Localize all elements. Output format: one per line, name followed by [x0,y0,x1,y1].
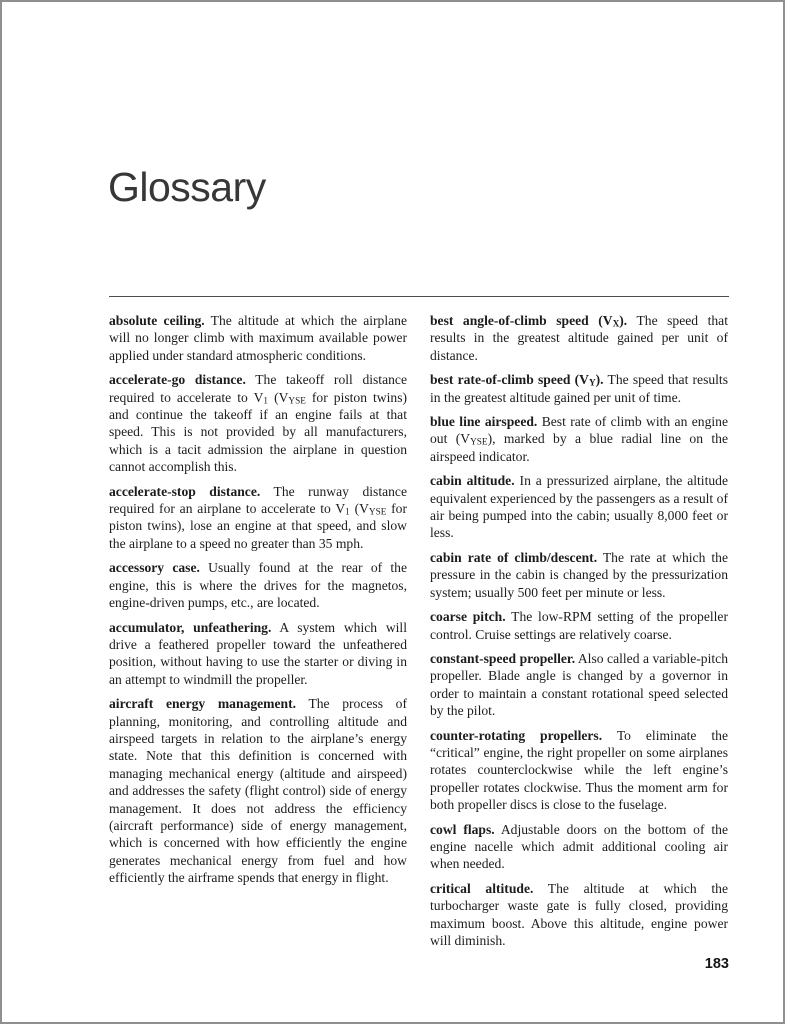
glossary-term: best rate-of-climb speed $(V_Y)$. [430,372,604,388]
glossary-entry [430,413,728,465]
glossary-entry [109,695,407,886]
glossary-definition: The speed that results in the greatest altitude gained per unit of time. [430,372,729,405]
glossary-term: accumulator, unfeathering. [109,619,272,635]
glossary-term: best angle-of-climb speed $(V_X)$. [430,313,628,329]
glossary-left-column [109,312,407,956]
glossary-entry [430,312,728,364]
page-title: Glossary [108,164,266,210]
glossary-entry [109,559,407,611]
glossary-term: cabin altitude. [430,473,515,489]
glossary-definition: To eliminate the “critical” engine, the right propeller on some airplanes rotates counterclockwise while the left engine’s propeller rotates clockwise. Thus the moment arm for both propeller discs is close to the fuselage. [430,727,729,813]
glossary-entry [109,483,407,553]
glossary-term: cabin rate of climb/descent. [430,549,598,565]
glossary-entry [109,312,407,364]
glossary-definition: A system which will drive a feathered propeller toward the unfeathered position, without having to use the starter or diving in an attempt to windmill the propeller. [109,619,407,687]
glossary-definition: Also called a variable-pitch propeller. Blade angle is changed by a governor in order to maintain a constant rotational speed selected by the pilot. [430,650,728,719]
glossary-definition: Adjustable doors on the bottom of the engine nacelle which admit additional cooling air when needed. [430,821,728,872]
divider-rule [109,296,729,297]
glossary-term: constant-speed propeller. [430,650,576,666]
glossary-definition: The altitude at which the airplane will no longer climb with maximum available power applied under standard atmospheric conditions. [109,313,407,363]
glossary-definition: The low-RPM setting of the propeller control. Cruise settings are relatively coarse. [430,609,728,642]
glossary-columns [109,312,729,956]
glossary-definition: Best rate of climb with an engine out $(V_{YSE})$, marked by a blue radial line on the airspeed indicator. [430,414,728,464]
glossary-term: cowl flaps. [430,821,495,837]
glossary-entry [430,880,728,950]
glossary-entry [430,371,728,406]
glossary-entry [430,549,728,601]
glossary-term: counter-rotating propellers. [430,727,603,743]
glossary-definition: The speed that results in the greatest altitude gained per unit of distance. [430,313,728,363]
glossary-term: accelerate-stop distance. [109,483,261,499]
glossary-entry [430,727,728,814]
glossary-definition: In a pressurized airplane, the altitude equivalent experienced by the passengers as a result of air being pumped into the cabin; usually 8,000 feet or less. [430,473,728,541]
glossary-entry [109,619,407,689]
glossary-term: accessory case. [109,560,200,576]
glossary-term: coarse pitch. [430,609,506,625]
glossary-term: critical altitude. [430,880,534,896]
glossary-term: blue line airspeed. [430,414,538,430]
glossary-term: accelerate-go distance. [109,372,246,388]
glossary-definition: The process of planning, monitoring, and controlling altitude and airspeed targets in relation to the airplane’s energy state. Note that this definition is concerned with managing mechanical energy (altitude and airspeed) and addresses the safety (flight control) side of energy management. It does not address the efficiency (aircraft performance) side of energy management, which is concerned with how efficiently the engine generates mechanical energy from fuel and how efficiently the airframe spends that energy in flight. [109,696,407,886]
glossary-definition: The runway distance required for an airplane to accelerate to $V_1$ ($V_{YSE}$ for piston twins), lose an engine at that speed, and slow the airplane to a speed no greater than 35 mph. [109,483,407,551]
glossary-definition: The altitude at which the turbocharger waste gate is fully closed, providing maximum boost. Above this altitude, engine power will diminish. [430,880,728,948]
glossary-entry [430,608,728,643]
glossary-term: absolute ceiling. [109,313,205,328]
glossary-term: aircraft energy management. [109,696,297,712]
glossary-entry [430,472,728,542]
glossary-entry [430,821,728,873]
glossary-definition: The rate at which the pressure in the cabin is changed by the pressurization system; usually 500 feet per minute or less. [430,549,728,600]
page-number: 183 [704,956,729,972]
glossary-right-column [430,312,728,956]
glossary-entry [109,371,407,475]
glossary-entry [430,650,728,720]
glossary-definition: Usually found at the rear of the engine, this is where the drives for the magnetos, engine-driven pumps, etc., are located. [109,560,407,611]
glossary-definition: The takeoff roll distance required to accelerate to $V_1$ ($V_{YSE}$ for piston twins) and continue the takeoff if an engine fails at that speed. This is not provided by all manufacturers, which is a tacit admission the airplane in question cannot accomplish this. [109,372,408,475]
